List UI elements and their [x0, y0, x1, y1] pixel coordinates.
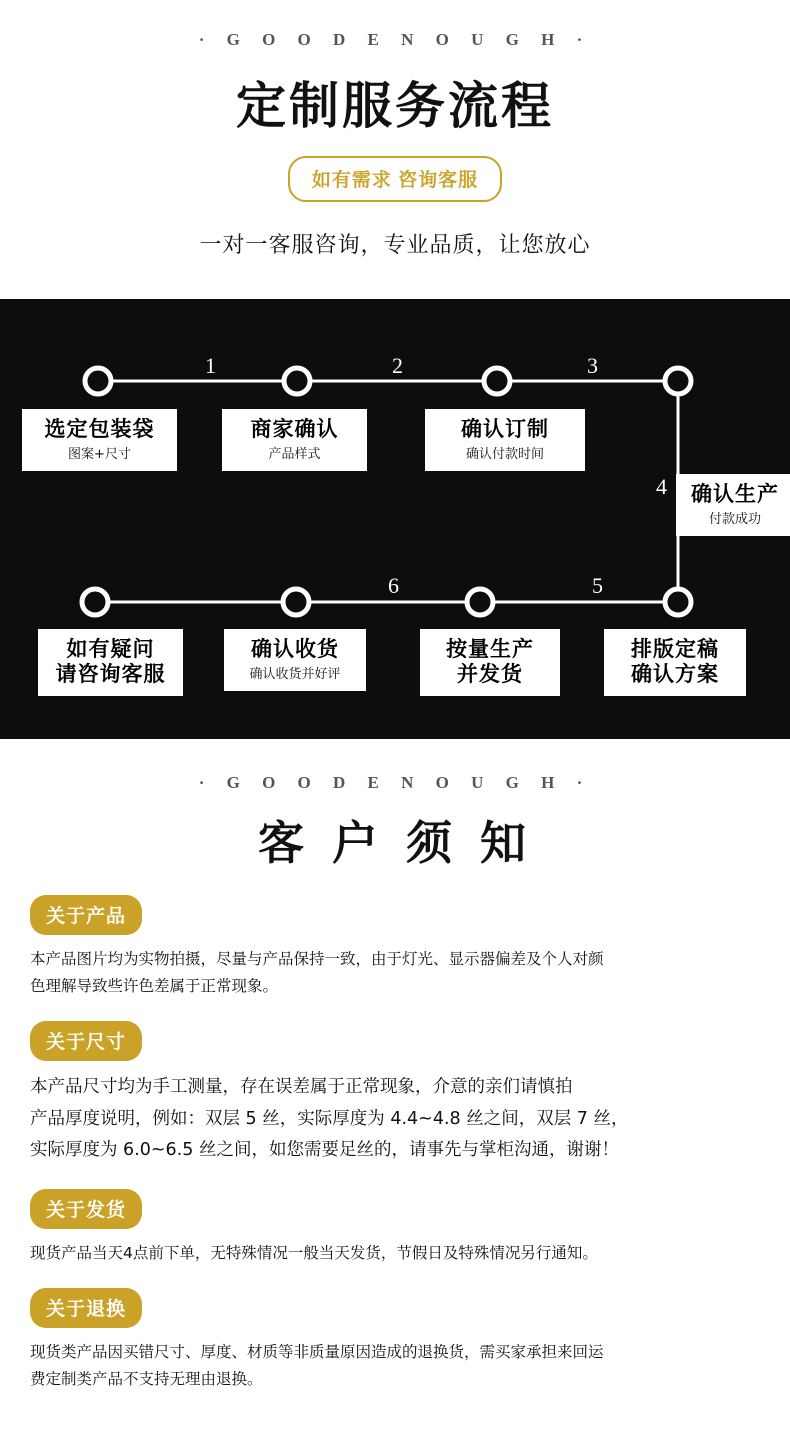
notice-text-shipping [30, 1240, 760, 1267]
flow-node-produce-ship [420, 629, 560, 696]
flow-node-confirm-production [676, 474, 790, 536]
flow-node-title: 如有疑问 [66, 637, 155, 661]
hero-subtitle: 一对一客服咨询，专业品质，让您放心 [199, 233, 591, 258]
notice-tag-size: 关于尺寸 [30, 1021, 142, 1061]
notice-line: 实际厚度为 6.0~6.5 丝之间，如您需要足丝的，请事先与掌柜沟通，谢谢！ [30, 1140, 619, 1161]
flow-node-confirm-custom [425, 409, 585, 471]
flow-node-title: 确认订制 [461, 417, 549, 441]
flow-node-title-line2: 请咨询客服 [55, 661, 166, 686]
flow-node-title: 商家确认 [250, 417, 339, 441]
step-number-2: 2 [392, 353, 403, 378]
flow-node-title-line2: 确认方案 [631, 661, 719, 686]
hero-section [0, 0, 790, 259]
contact-service-badge: 如有需求 咨询客服 [288, 156, 502, 202]
notice-tag-returns: 关于退换 [30, 1288, 142, 1328]
notice-blocks [0, 873, 790, 1393]
step-number-6: 6 [388, 573, 399, 598]
notice-tag-shipping: 关于发货 [30, 1189, 142, 1229]
notice-text-size [30, 1072, 760, 1167]
notice-line: 本产品图片均为实物拍摄，尽量与产品保持一致，由于灯光、显示器偏差及个人对颜 [30, 950, 604, 968]
flow-node-title: 排版定稿 [631, 637, 719, 661]
notice-line: 现货产品当天4点前下单，无特殊情况一般当天发货，节假日及特殊情况另行通知。 [30, 1243, 598, 1262]
flow-node-title: 选定包装袋 [44, 417, 155, 441]
flow-node-merchant-confirm [222, 409, 367, 471]
customer-notice-section [0, 739, 790, 1393]
notice-tag-product: 关于产品 [30, 895, 142, 935]
notice-eyebrow: · G O O D E N O U G H · [198, 773, 592, 792]
flow-node-confirm-receipt [224, 629, 366, 691]
flow-node-title: 确认生产 [691, 482, 779, 506]
flow-node-title-line2: 并发货 [457, 661, 523, 686]
notice-text-product [30, 946, 760, 999]
notice-line: 本产品尺寸均为手工测量，存在误差属于正常现象，介意的亲们请慎拍 [30, 1077, 573, 1098]
notice-line: 费定制类产品不支持无理由退换。 [30, 1370, 263, 1389]
notice-line: 产品厚度说明，例如：双层 5 丝，实际厚度为 4.4~4.8 丝之间，双层 7 丝， [30, 1108, 629, 1129]
notice-line: 色理解导致些许色差属于正常现象。 [30, 976, 279, 995]
step-number-1: 1 [205, 353, 216, 378]
step-number-5: 5 [592, 573, 603, 598]
flow-node-title: 确认收货 [251, 637, 339, 661]
notice-title: 客 户 须 知 [257, 816, 533, 870]
flow-node-subtitle: 产品样式 [268, 446, 321, 462]
step-number-4: 4 [656, 474, 667, 499]
flow-node-select-bag [22, 409, 177, 471]
hero-eyebrow: · G O O D E N O U G H · [198, 30, 592, 49]
notice-line: 现货类产品因买错尺寸、厚度、材质等非质量原因造成的退换货，需买家承担来回运 [30, 1343, 604, 1362]
flow-node-subtitle: 确认收货并好评 [249, 666, 341, 682]
flow-node-title: 按量生产 [446, 637, 534, 661]
notice-text-returns [30, 1339, 760, 1392]
process-flow-diagram [0, 299, 790, 739]
flow-node-subtitle: 确认付款时间 [465, 446, 544, 462]
step-number-3: 3 [587, 353, 598, 378]
flow-node-layout-finalize [604, 629, 746, 696]
flow-node-subtitle: 付款成功 [708, 511, 761, 527]
flow-node-contact-service [38, 629, 183, 696]
flow-node-subtitle: 图案+尺寸 [68, 446, 131, 462]
page-title: 定制服务流程 [236, 77, 554, 135]
